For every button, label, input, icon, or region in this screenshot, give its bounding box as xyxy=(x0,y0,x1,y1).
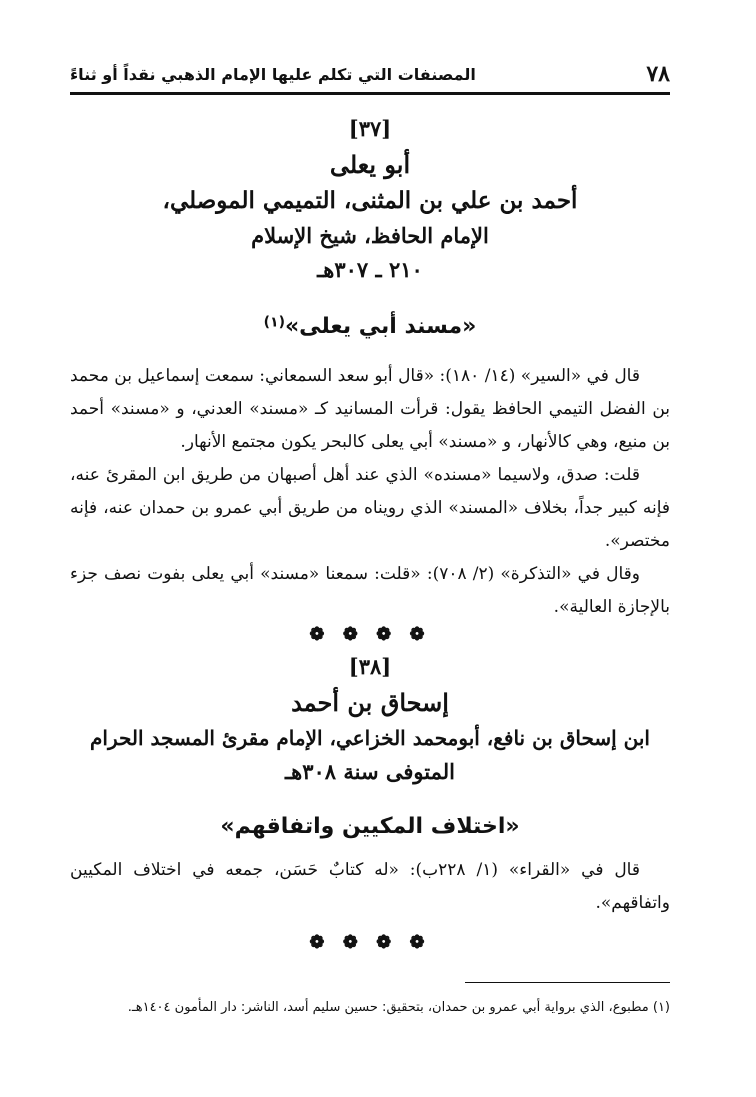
footnote: (١) مطبوع، الذي برواية أبي عمرو بن حمدان، بتحقيق: حسين سليم أسد، الناشر: دار المأمون ١٤٠٤هـ. xyxy=(127,1000,670,1015)
footnote-rule xyxy=(465,982,670,983)
book-title: «اختلاف المكيين واتفاقهم» xyxy=(220,814,520,839)
book-title: «مسند أبي يعلى» xyxy=(284,314,477,339)
entry-number: [٣٧] xyxy=(348,116,392,141)
entry-death: المتوفى سنة ٣٠٨هـ xyxy=(285,759,455,784)
entry-lineage: ابن إسحاق بن نافع، أبومحمد الخزاعي، الإمام مقرئ المسجد الحرام xyxy=(90,726,650,750)
entry-number: [٣٨] xyxy=(348,654,392,679)
section-separator: ❁ ❁ ❁ ❁ xyxy=(309,624,431,645)
book-page xyxy=(70,52,670,1072)
entry-name: أبو يعلى xyxy=(329,150,411,179)
page-number: ٧٨ xyxy=(646,61,670,87)
entry-name: إسحاق بن أحمد xyxy=(291,688,449,717)
paragraph: قال في «السير» (١٤/ ١٨٠): «قال أبو سعد السمعاني: سمعت إسماعيل بن محمد بن الفضل التيمي الحافظ يقول: قرأت المسانيد كـ «مسند» العدني، و «مسند» أحمد بن منيع، وهي كالأنهار، و «مسند» أبي يعلى كالبحر يكون مجتمع الأنهار. xyxy=(70,366,670,452)
book-title-block xyxy=(70,314,670,339)
section-separator: ❁ ❁ ❁ ❁ xyxy=(309,932,431,953)
entry-38-heading xyxy=(70,654,670,789)
paragraph: قلت: صدق، ولاسيما «مسنده» الذي عند أهل أصبهان من طريق ابن المقرئ عنه، فإنه كبير جداً، بخلاف «المسند» الذي رويناه من طريق أبي عمرو بن حمدان عنه، فإنه مختصر». xyxy=(70,465,670,551)
entry-37-heading xyxy=(70,116,670,287)
running-title: المصنفات التي تكلم عليها الإمام الذهبي نقداً أو ثناءً xyxy=(70,64,476,84)
entry-lineage: أحمد بن علي بن المثنى، التميمي الموصلي، xyxy=(162,187,578,214)
paragraph: وقال في «التذكرة» (٢/ ٧٠٨): «قلت: سمعنا «مسند» أبي يعلى بفوت نصف جزء بالإجازة العالية». xyxy=(70,564,670,617)
entry-titles: الإمام الحافظ، شيخ الإسلام xyxy=(251,223,489,248)
footnote-marker: (١) xyxy=(263,314,285,331)
book-title-block xyxy=(70,814,670,839)
paragraph: قال في «القراء» (١/ ٢٢٨ب): «له كتابٌ حَسَن، جمعه في اختلاف المكيين واتفاقهم». xyxy=(70,860,670,913)
entry-years: ٢١٠ ـ ٣٠٧هـ xyxy=(317,257,423,282)
page-header xyxy=(70,56,670,95)
